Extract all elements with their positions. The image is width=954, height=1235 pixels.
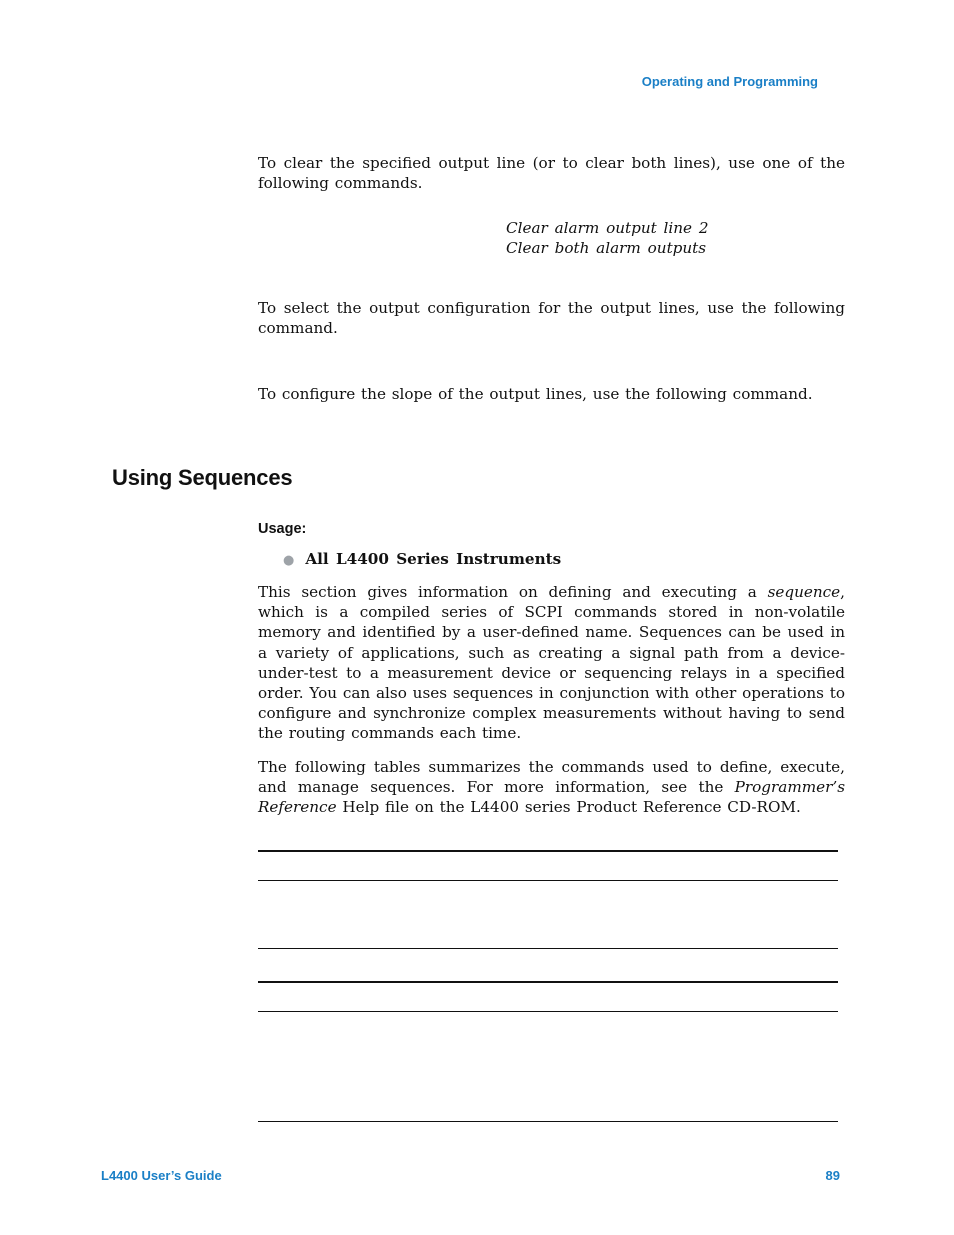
summary-text: The following tables summarizes the commands used to define, execute, and manage sequences. For more information, see the — [258, 758, 845, 797]
clear-lines-paragraph: To clear the specified output line (or to clear both lines), use one of the following commands. — [258, 154, 845, 193]
footer-guide-title: L4400 User’s Guide — [101, 1168, 222, 1183]
summary-text-continued: Help file on the L4400 series Product Reference CD-ROM. — [336, 798, 801, 817]
usage-item-text: All L4400 Series Instruments — [305, 550, 562, 568]
section-title: Using Sequences — [112, 465, 293, 490]
table-2-bottom-rule — [258, 1121, 838, 1122]
bullet-icon: ● — [283, 553, 295, 568]
command-descriptions — [506, 219, 709, 258]
intro-text-continued: , which is a compiled series of SCPI commands stored in non-volatile memory and identified by a user-defined name. Sequences can be used in a variety of applications, such as creating a signal path from a device-under-test to a measurement device or sequencing relays in a specified order. You can also uses sequences in conjunction with other operations to configure and synchronize complex measurements without having to send the routing commands each time. — [258, 583, 846, 743]
programmers-reference-title: Programmer’s Reference — [258, 778, 845, 817]
table-2-top-rule — [258, 981, 838, 983]
page-number: 89 — [825, 1168, 840, 1183]
command-line-2: Clear both alarm outputs — [506, 238, 707, 257]
table-1-header-rule — [258, 880, 838, 881]
usage-label: Usage: — [258, 521, 307, 537]
output-config-paragraph: To select the output configuration for the output lines, use the following command. — [258, 299, 845, 338]
command-line-1: Clear alarm output line 2 — [506, 219, 709, 237]
running-header: Operating and Programming — [641, 74, 818, 89]
usage-list-item — [283, 550, 561, 568]
table-2-header-rule — [258, 1011, 838, 1012]
sequence-intro-paragraph — [258, 582, 845, 744]
summary-paragraph — [258, 757, 845, 818]
intro-text: This section gives information on defining and executing a — [258, 583, 768, 601]
sequence-term: sequence — [767, 583, 841, 601]
table-1-top-rule — [258, 850, 838, 852]
table-1-bottom-rule — [258, 948, 838, 949]
slope-paragraph: To configure the slope of the output lines, use the following command. — [258, 385, 813, 403]
